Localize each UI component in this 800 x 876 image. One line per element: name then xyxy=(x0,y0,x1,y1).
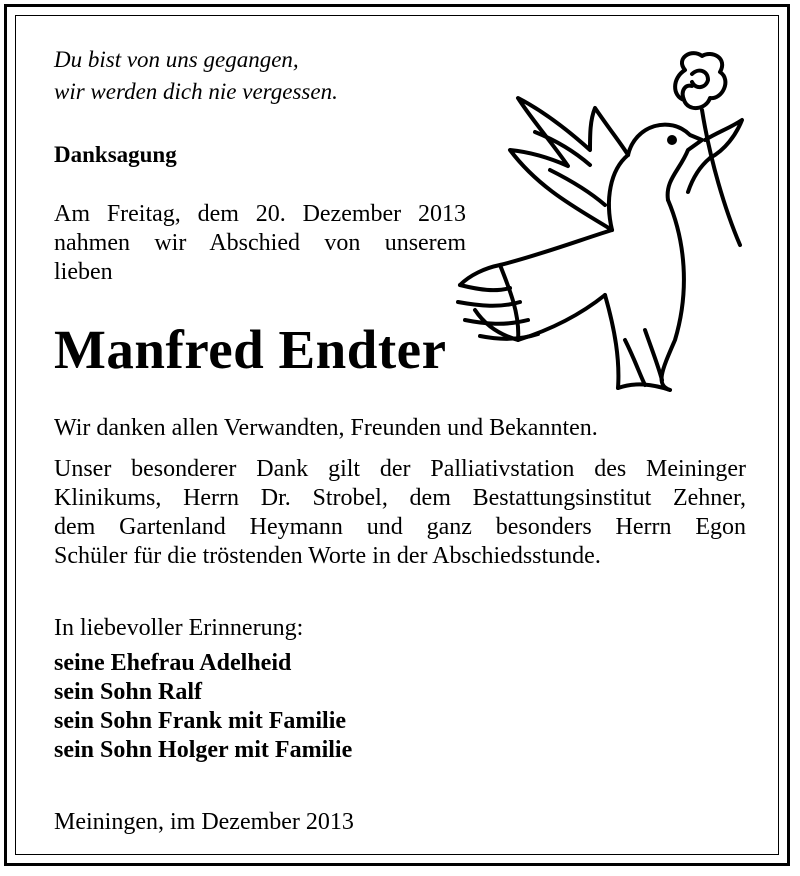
family-member: sein Sohn Ralf xyxy=(54,679,203,705)
family-member: seine Ehefrau Adelheid xyxy=(54,650,292,676)
quote-line-2: wir werden dich nie vergessen. xyxy=(54,79,338,104)
intro-line-2: nahmen wir Abschied von unserem xyxy=(54,230,466,256)
special-thanks-line-3: dem Gartenland Heymann und ganz besonders Herrn Egon xyxy=(54,514,746,540)
special-thanks-line-2: Klinikums, Herrn Dr. Strobel, dem Bestattungsinstitut Zehner, xyxy=(54,485,746,511)
quote-line-1: Du bist von uns gegangen, xyxy=(54,47,299,72)
deceased-name: Manfred Endter xyxy=(54,319,447,380)
special-thanks-line-4: Schüler für die tröstenden Worte in der Abschiedsstunde. xyxy=(54,543,601,569)
intro-text xyxy=(54,200,466,287)
special-thanks xyxy=(54,455,746,571)
family-member: sein Sohn Frank mit Familie xyxy=(54,708,347,734)
remembrance-label: In liebevoller Erinnerung: xyxy=(54,615,304,641)
thanks-heading: Danksagung xyxy=(54,142,177,167)
special-thanks-line-1: Unser besonderer Dank gilt der Palliativstation des Meininger xyxy=(54,456,746,482)
family-member: sein Sohn Holger mit Familie xyxy=(54,737,353,763)
family-list xyxy=(54,649,352,765)
intro-line-1: Am Freitag, dem 20. Dezember 2013 xyxy=(54,201,466,227)
general-thanks: Wir danken allen Verwandten, Freunden und Bekannten. xyxy=(54,415,598,441)
dove-with-rose-icon xyxy=(440,40,760,400)
intro-line-3: lieben xyxy=(54,259,113,285)
place-date: Meiningen, im Dezember 2013 xyxy=(54,809,354,835)
memorial-quote xyxy=(54,44,338,108)
